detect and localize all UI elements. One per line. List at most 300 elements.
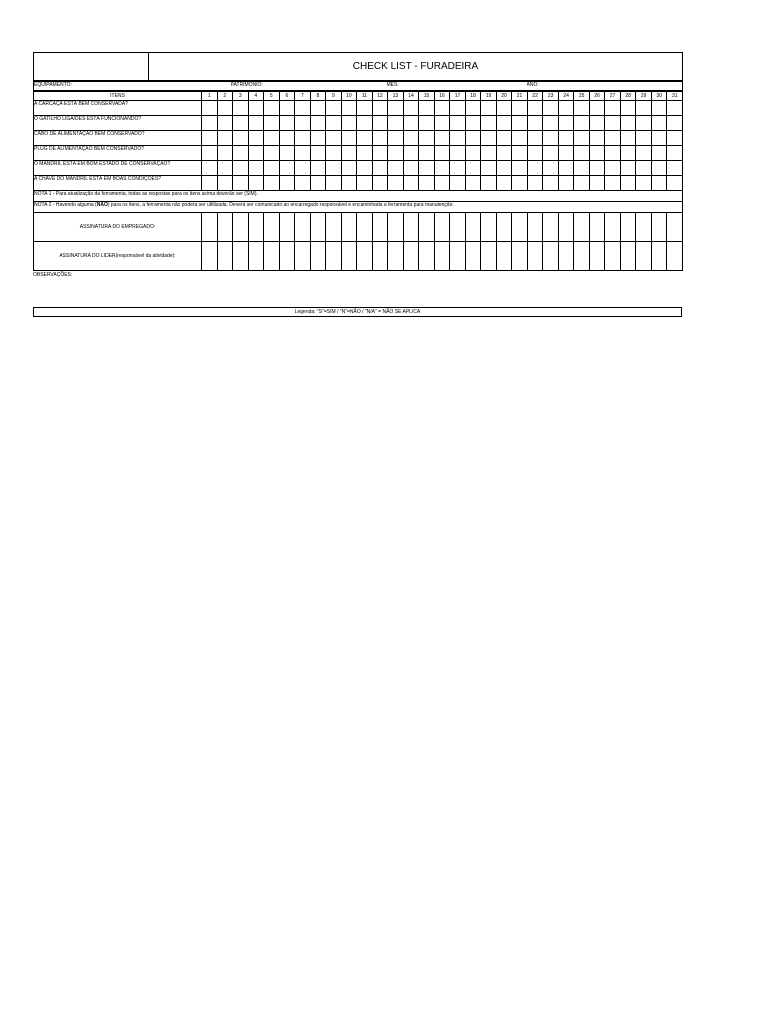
check-cell-day-22[interactable]	[527, 161, 543, 176]
check-cell-day-20[interactable]	[496, 116, 512, 131]
check-cell-day-17[interactable]	[450, 146, 466, 161]
day-header-11: 11	[357, 92, 373, 101]
check-cell-day-14[interactable]	[403, 176, 419, 191]
check-cell-day-12[interactable]	[372, 161, 388, 176]
day-header-31: 31	[667, 92, 683, 101]
sign-lider-day-15[interactable]	[419, 242, 435, 271]
check-cell-day-13[interactable]	[388, 176, 404, 191]
sign-lider-day-8[interactable]	[310, 242, 326, 271]
check-cell-day-19[interactable]	[481, 101, 497, 116]
nota-2-bold: NÃO	[96, 202, 108, 208]
check-cell-day-1[interactable]	[202, 101, 218, 116]
sign-empregado-day-14[interactable]	[403, 213, 419, 242]
sign-empregado-day-16[interactable]	[434, 213, 450, 242]
check-cell-day-16[interactable]	[434, 161, 450, 176]
check-cell-day-15[interactable]	[419, 161, 435, 176]
sign-empregado-day-10[interactable]	[341, 213, 357, 242]
checklist-row	[34, 176, 683, 191]
check-cell-day-16[interactable]	[434, 116, 450, 131]
check-cell-day-16[interactable]	[434, 146, 450, 161]
check-cell-day-18[interactable]	[465, 146, 481, 161]
check-cell-day-2[interactable]	[217, 116, 233, 131]
check-cell-day-26[interactable]	[589, 161, 605, 176]
check-cell-day-3[interactable]	[233, 176, 249, 191]
checklist-row	[34, 161, 683, 176]
sign-empregado-day-9[interactable]	[326, 213, 342, 242]
day-header-16: 16	[434, 92, 450, 101]
check-cell-day-24[interactable]	[558, 176, 574, 191]
check-cell-day-12[interactable]	[372, 101, 388, 116]
equipamento-field[interactable]: EQUIPAMENTO:	[34, 82, 231, 91]
check-cell-day-21[interactable]	[512, 176, 528, 191]
sign-lider-day-24[interactable]	[558, 242, 574, 271]
check-cell-day-2[interactable]	[217, 176, 233, 191]
check-cell-day-23[interactable]	[543, 116, 559, 131]
check-cell-day-9[interactable]	[326, 116, 342, 131]
sign-lider-day-21[interactable]	[512, 242, 528, 271]
sign-lider-day-6[interactable]	[279, 242, 295, 271]
day-header-6: 6	[279, 92, 295, 101]
sign-empregado-day-6[interactable]	[279, 213, 295, 242]
check-cell-day-19[interactable]	[481, 176, 497, 191]
check-cell-day-27[interactable]	[605, 101, 621, 116]
check-cell-day-15[interactable]	[419, 176, 435, 191]
check-cell-day-25[interactable]	[574, 101, 590, 116]
check-cell-day-23[interactable]	[543, 176, 559, 191]
check-cell-day-8[interactable]	[310, 161, 326, 176]
check-cell-day-8[interactable]	[310, 131, 326, 146]
check-cell-day-14[interactable]	[403, 101, 419, 116]
check-cell-day-19[interactable]	[481, 161, 497, 176]
check-cell-day-4[interactable]	[248, 101, 264, 116]
check-cell-day-14[interactable]	[403, 131, 419, 146]
day-header-15: 15	[419, 92, 435, 101]
day-header-1: 1	[202, 92, 218, 101]
sign-empregado-day-13[interactable]	[388, 213, 404, 242]
check-cell-day-19[interactable]	[481, 131, 497, 146]
day-header-12: 12	[372, 92, 388, 101]
sign-lider-day-19[interactable]	[481, 242, 497, 271]
sign-empregado-day-4[interactable]	[248, 213, 264, 242]
check-cell-day-1[interactable]	[202, 146, 218, 161]
check-cell-day-25[interactable]	[574, 161, 590, 176]
check-cell-day-5[interactable]	[264, 176, 280, 191]
check-cell-day-18[interactable]	[465, 116, 481, 131]
sign-lider-day-28[interactable]	[620, 242, 636, 271]
nota-2-row	[34, 202, 683, 213]
day-header-17: 17	[450, 92, 466, 101]
check-cell-day-22[interactable]	[527, 101, 543, 116]
sign-empregado-day-5[interactable]	[264, 213, 280, 242]
sign-empregado-day-28[interactable]	[620, 213, 636, 242]
check-cell-day-29[interactable]	[636, 101, 652, 116]
check-cell-day-6[interactable]	[279, 116, 295, 131]
sign-empregado-day-25[interactable]	[574, 213, 590, 242]
sign-empregado-day-3[interactable]	[233, 213, 249, 242]
check-cell-day-12[interactable]	[372, 176, 388, 191]
check-cell-day-12[interactable]	[372, 116, 388, 131]
check-cell-day-8[interactable]	[310, 146, 326, 161]
check-cell-day-30[interactable]	[651, 176, 667, 191]
check-cell-day-23[interactable]	[543, 146, 559, 161]
day-header-27: 27	[605, 92, 621, 101]
sign-lider-day-13[interactable]	[388, 242, 404, 271]
day-header-18: 18	[465, 92, 481, 101]
sign-lider-day-31[interactable]	[667, 242, 683, 271]
checklist-row	[34, 146, 683, 161]
check-cell-day-24[interactable]	[558, 146, 574, 161]
sign-empregado-day-20[interactable]	[496, 213, 512, 242]
check-cell-day-9[interactable]	[326, 176, 342, 191]
sign-lider-day-4[interactable]	[248, 242, 264, 271]
check-cell-day-26[interactable]	[589, 176, 605, 191]
check-cell-day-27[interactable]	[605, 176, 621, 191]
nota-1: NOTA 1 - Para atualização da ferramenta, todas as respostas para os itens acima deverão ser (SIM).	[34, 191, 683, 202]
check-cell-day-11[interactable]	[357, 176, 373, 191]
check-cell-day-19[interactable]	[481, 116, 497, 131]
check-cell-day-3[interactable]	[233, 131, 249, 146]
check-cell-day-6[interactable]	[279, 131, 295, 146]
check-cell-day-19[interactable]	[481, 146, 497, 161]
check-cell-day-29[interactable]	[636, 116, 652, 131]
sign-empregado-day-23[interactable]	[543, 213, 559, 242]
day-header-26: 26	[589, 92, 605, 101]
check-cell-day-28[interactable]	[620, 161, 636, 176]
check-cell-day-30[interactable]	[651, 101, 667, 116]
check-cell-day-4[interactable]	[248, 131, 264, 146]
sign-lider-day-3[interactable]	[233, 242, 249, 271]
check-cell-day-31[interactable]	[667, 161, 683, 176]
check-cell-day-6[interactable]	[279, 161, 295, 176]
check-cell-day-15[interactable]	[419, 116, 435, 131]
sign-empregado-day-24[interactable]	[558, 213, 574, 242]
check-cell-day-29[interactable]	[636, 176, 652, 191]
sign-empregado-day-2[interactable]	[217, 213, 233, 242]
check-cell-day-21[interactable]	[512, 101, 528, 116]
sign-empregado-day-8[interactable]	[310, 213, 326, 242]
assinatura-lider-label: ASSINATURA DO LIDER(responsável da atividade):	[34, 242, 202, 271]
check-cell-day-1[interactable]	[202, 116, 218, 131]
sign-lider-day-11[interactable]	[357, 242, 373, 271]
check-cell-day-17[interactable]	[450, 101, 466, 116]
check-cell-day-29[interactable]	[636, 161, 652, 176]
legend-text: Legenda: "S"=SIM / "N"=NÃO / "N/A" = NÃO SE APLICA	[294, 309, 421, 315]
check-cell-day-30[interactable]	[651, 161, 667, 176]
check-cell-day-8[interactable]	[310, 116, 326, 131]
check-cell-day-3[interactable]	[233, 101, 249, 116]
check-cell-day-21[interactable]	[512, 146, 528, 161]
check-cell-day-27[interactable]	[605, 131, 621, 146]
check-cell-day-5[interactable]	[264, 161, 280, 176]
sign-empregado-day-21[interactable]	[512, 213, 528, 242]
check-cell-day-7[interactable]	[295, 116, 311, 131]
sign-lider-day-1[interactable]	[202, 242, 218, 271]
sign-empregado-day-27[interactable]	[605, 213, 621, 242]
check-cell-day-28[interactable]	[620, 176, 636, 191]
sign-empregado-day-22[interactable]	[527, 213, 543, 242]
check-cell-day-30[interactable]	[651, 116, 667, 131]
check-cell-day-20[interactable]	[496, 101, 512, 116]
check-cell-day-14[interactable]	[403, 161, 419, 176]
day-header-8: 8	[310, 92, 326, 101]
check-cell-day-18[interactable]	[465, 131, 481, 146]
check-cell-day-25[interactable]	[574, 176, 590, 191]
check-cell-day-8[interactable]	[310, 101, 326, 116]
check-cell-day-22[interactable]	[527, 146, 543, 161]
check-cell-day-26[interactable]	[589, 146, 605, 161]
check-cell-day-13[interactable]	[388, 116, 404, 131]
checklist-question: PLUG DE ALIMENTAÇÃO BEM CONSERVADO?	[34, 146, 202, 161]
check-cell-day-10[interactable]	[341, 176, 357, 191]
itens-header: ITENS	[34, 92, 202, 101]
checklist-question: O MANDRIL ESTÁ EM BOM ESTADO DE CONSERVAÇÃO?	[34, 161, 202, 176]
checklist-question: A CARCAÇA ESTÁ BEM CONSERVADA?	[34, 101, 202, 116]
sign-lider-day-27[interactable]	[605, 242, 621, 271]
observacoes-label: OBSERVAÇÕES:	[33, 272, 73, 278]
check-cell-day-12[interactable]	[372, 146, 388, 161]
check-cell-day-18[interactable]	[465, 101, 481, 116]
info-row	[33, 81, 683, 91]
sign-lider-day-9[interactable]	[326, 242, 342, 271]
sign-empregado-day-19[interactable]	[481, 213, 497, 242]
check-cell-day-4[interactable]	[248, 116, 264, 131]
sign-empregado-day-30[interactable]	[651, 213, 667, 242]
sign-empregado-day-17[interactable]	[450, 213, 466, 242]
check-cell-day-11[interactable]	[357, 131, 373, 146]
day-header-10: 10	[341, 92, 357, 101]
check-cell-day-21[interactable]	[512, 161, 528, 176]
check-cell-day-7[interactable]	[295, 146, 311, 161]
nota-2	[34, 202, 683, 213]
check-cell-day-31[interactable]	[667, 116, 683, 131]
check-cell-day-30[interactable]	[651, 131, 667, 146]
sign-empregado-day-31[interactable]	[667, 213, 683, 242]
check-cell-day-21[interactable]	[512, 116, 528, 131]
signature-row-lider	[34, 242, 683, 271]
check-cell-day-27[interactable]	[605, 161, 621, 176]
check-cell-day-17[interactable]	[450, 161, 466, 176]
check-cell-day-16[interactable]	[434, 131, 450, 146]
check-cell-day-27[interactable]	[605, 146, 621, 161]
check-cell-day-9[interactable]	[326, 161, 342, 176]
check-cell-day-3[interactable]	[233, 161, 249, 176]
day-header-22: 22	[527, 92, 543, 101]
check-cell-day-20[interactable]	[496, 131, 512, 146]
patrimonio-field[interactable]: PATRIMONIO:	[231, 82, 387, 91]
check-cell-day-5[interactable]	[264, 101, 280, 116]
check-cell-day-14[interactable]	[403, 116, 419, 131]
check-cell-day-20[interactable]	[496, 176, 512, 191]
sign-lider-day-2[interactable]	[217, 242, 233, 271]
check-cell-day-1[interactable]	[202, 161, 218, 176]
check-cell-day-12[interactable]	[372, 131, 388, 146]
day-header-30: 30	[651, 92, 667, 101]
check-cell-day-1[interactable]	[202, 176, 218, 191]
check-cell-day-22[interactable]	[527, 131, 543, 146]
check-cell-day-6[interactable]	[279, 176, 295, 191]
check-cell-day-7[interactable]	[295, 101, 311, 116]
check-cell-day-18[interactable]	[465, 176, 481, 191]
check-cell-day-9[interactable]	[326, 146, 342, 161]
check-cell-day-4[interactable]	[248, 161, 264, 176]
check-cell-day-28[interactable]	[620, 146, 636, 161]
check-cell-day-15[interactable]	[419, 146, 435, 161]
day-header-14: 14	[403, 92, 419, 101]
mes-field[interactable]: MÊS:	[387, 82, 527, 91]
day-header-5: 5	[264, 92, 280, 101]
check-cell-day-25[interactable]	[574, 146, 590, 161]
check-cell-day-13[interactable]	[388, 101, 404, 116]
check-cell-day-9[interactable]	[326, 101, 342, 116]
sign-lider-day-29[interactable]	[636, 242, 652, 271]
day-header-20: 20	[496, 92, 512, 101]
checklist-question: CABO DE ALIMENTAÇÃO BEM CONSERVADO?	[34, 131, 202, 146]
check-cell-day-26[interactable]	[589, 116, 605, 131]
check-cell-day-28[interactable]	[620, 116, 636, 131]
check-cell-day-7[interactable]	[295, 131, 311, 146]
check-cell-day-10[interactable]	[341, 146, 357, 161]
check-cell-day-24[interactable]	[558, 101, 574, 116]
check-cell-day-31[interactable]	[667, 101, 683, 116]
check-cell-day-5[interactable]	[264, 116, 280, 131]
day-header-25: 25	[574, 92, 590, 101]
legend-box	[33, 307, 682, 317]
sign-lider-day-20[interactable]	[496, 242, 512, 271]
check-cell-day-6[interactable]	[279, 101, 295, 116]
sign-lider-day-17[interactable]	[450, 242, 466, 271]
check-cell-day-7[interactable]	[295, 176, 311, 191]
sign-lider-day-10[interactable]	[341, 242, 357, 271]
check-cell-day-13[interactable]	[388, 131, 404, 146]
grid-header-row	[34, 92, 683, 101]
check-cell-day-25[interactable]	[574, 116, 590, 131]
check-cell-day-10[interactable]	[341, 101, 357, 116]
check-cell-day-5[interactable]	[264, 146, 280, 161]
sign-lider-day-26[interactable]	[589, 242, 605, 271]
sign-lider-day-12[interactable]	[372, 242, 388, 271]
sign-empregado-day-11[interactable]	[357, 213, 373, 242]
check-cell-day-31[interactable]	[667, 131, 683, 146]
check-cell-day-15[interactable]	[419, 131, 435, 146]
check-cell-day-2[interactable]	[217, 146, 233, 161]
sign-lider-day-5[interactable]	[264, 242, 280, 271]
sign-lider-day-30[interactable]	[651, 242, 667, 271]
check-cell-day-9[interactable]	[326, 131, 342, 146]
check-cell-day-17[interactable]	[450, 131, 466, 146]
check-cell-day-11[interactable]	[357, 146, 373, 161]
check-cell-day-24[interactable]	[558, 116, 574, 131]
check-cell-day-11[interactable]	[357, 161, 373, 176]
sign-empregado-day-12[interactable]	[372, 213, 388, 242]
check-cell-day-14[interactable]	[403, 146, 419, 161]
check-cell-day-28[interactable]	[620, 131, 636, 146]
check-cell-day-22[interactable]	[527, 176, 543, 191]
check-cell-day-23[interactable]	[543, 131, 559, 146]
sign-lider-day-25[interactable]	[574, 242, 590, 271]
day-header-3: 3	[233, 92, 249, 101]
check-cell-day-20[interactable]	[496, 146, 512, 161]
check-cell-day-5[interactable]	[264, 131, 280, 146]
check-cell-day-29[interactable]	[636, 146, 652, 161]
check-cell-day-25[interactable]	[574, 131, 590, 146]
ano-field[interactable]: ANO:	[527, 82, 683, 91]
sign-empregado-day-15[interactable]	[419, 213, 435, 242]
check-cell-day-31[interactable]	[667, 146, 683, 161]
day-header-23: 23	[543, 92, 559, 101]
check-cell-day-6[interactable]	[279, 146, 295, 161]
day-header-7: 7	[295, 92, 311, 101]
sign-lider-day-18[interactable]	[465, 242, 481, 271]
check-cell-day-11[interactable]	[357, 116, 373, 131]
check-cell-day-10[interactable]	[341, 131, 357, 146]
nota-2-text-end: ) para os itens, a ferramenta não podera ser ultilizada. Deverá ser comunicado ao encarregado responsável e encaminhada a ferramenta para manutenção.	[107, 202, 454, 208]
check-cell-day-31[interactable]	[667, 176, 683, 191]
check-cell-day-10[interactable]	[341, 116, 357, 131]
check-cell-day-24[interactable]	[558, 161, 574, 176]
sign-lider-day-7[interactable]	[295, 242, 311, 271]
nota-1-row	[34, 191, 683, 202]
sign-lider-day-16[interactable]	[434, 242, 450, 271]
check-cell-day-17[interactable]	[450, 116, 466, 131]
sign-empregado-day-29[interactable]	[636, 213, 652, 242]
check-cell-day-29[interactable]	[636, 131, 652, 146]
sign-lider-day-23[interactable]	[543, 242, 559, 271]
check-cell-day-24[interactable]	[558, 131, 574, 146]
check-cell-day-18[interactable]	[465, 161, 481, 176]
nota-2-text-start: NOTA 2 - Havendo alguma (	[34, 202, 97, 208]
check-cell-day-23[interactable]	[543, 161, 559, 176]
check-cell-day-10[interactable]	[341, 161, 357, 176]
check-cell-day-11[interactable]	[357, 101, 373, 116]
check-cell-day-16[interactable]	[434, 176, 450, 191]
check-cell-day-17[interactable]	[450, 176, 466, 191]
checklist-question: A CHAVE DO MANDRIL ESTÁ EM BOAS CONDIÇÕES?	[34, 176, 202, 191]
check-cell-day-20[interactable]	[496, 161, 512, 176]
day-header-28: 28	[620, 92, 636, 101]
sign-empregado-day-7[interactable]	[295, 213, 311, 242]
check-cell-day-4[interactable]	[248, 176, 264, 191]
check-cell-day-3[interactable]	[233, 116, 249, 131]
check-cell-day-4[interactable]	[248, 146, 264, 161]
sign-lider-day-14[interactable]	[403, 242, 419, 271]
sign-empregado-day-1[interactable]	[202, 213, 218, 242]
check-cell-day-30[interactable]	[651, 146, 667, 161]
check-cell-day-2[interactable]	[217, 161, 233, 176]
check-cell-day-13[interactable]	[388, 146, 404, 161]
day-header-29: 29	[636, 92, 652, 101]
check-cell-day-8[interactable]	[310, 176, 326, 191]
check-cell-day-2[interactable]	[217, 131, 233, 146]
check-cell-day-3[interactable]	[233, 146, 249, 161]
check-cell-day-15[interactable]	[419, 101, 435, 116]
check-cell-day-23[interactable]	[543, 101, 559, 116]
sign-lider-day-22[interactable]	[527, 242, 543, 271]
check-cell-day-13[interactable]	[388, 161, 404, 176]
check-cell-day-27[interactable]	[605, 116, 621, 131]
check-cell-day-28[interactable]	[620, 101, 636, 116]
check-cell-day-2[interactable]	[217, 101, 233, 116]
check-cell-day-16[interactable]	[434, 101, 450, 116]
check-cell-day-26[interactable]	[589, 131, 605, 146]
sign-empregado-day-18[interactable]	[465, 213, 481, 242]
check-cell-day-26[interactable]	[589, 101, 605, 116]
sign-empregado-day-26[interactable]	[589, 213, 605, 242]
check-cell-day-7[interactable]	[295, 161, 311, 176]
check-cell-day-22[interactable]	[527, 116, 543, 131]
signature-row-empregado	[34, 213, 683, 242]
check-cell-day-21[interactable]	[512, 131, 528, 146]
check-cell-day-1[interactable]	[202, 131, 218, 146]
